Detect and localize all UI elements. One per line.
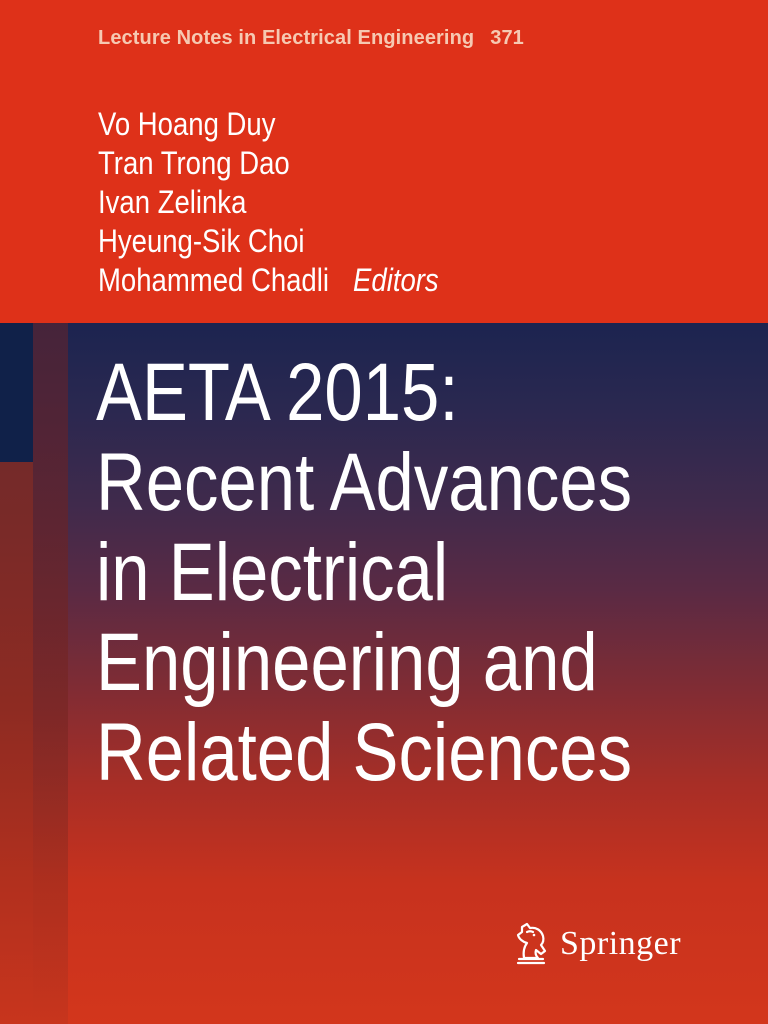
title-line: AETA 2015: xyxy=(96,347,459,438)
series-number: 371 xyxy=(490,27,524,49)
editor-last-line xyxy=(98,261,439,300)
editor-name: Tran Trong Dao xyxy=(98,145,290,181)
left-decor-overlay xyxy=(33,323,68,1024)
editors-label: Editors xyxy=(353,262,439,298)
publisher-name: Springer xyxy=(560,925,682,962)
editor-name: Ivan Zelinka xyxy=(98,184,247,220)
springer-horse-icon xyxy=(510,921,552,967)
editor-name: Hyeung-Sik Choi xyxy=(98,223,305,259)
publisher-logo-block xyxy=(510,920,681,968)
navy-accent-block xyxy=(0,323,33,462)
title-line: in Electrical xyxy=(96,527,449,618)
title-line: Engineering and xyxy=(96,617,598,708)
top-band xyxy=(0,0,768,323)
series-line xyxy=(98,27,524,50)
title-line: Related Sciences xyxy=(96,707,633,798)
editor-name: Mohammed Chadli xyxy=(98,262,329,298)
editors-list xyxy=(98,105,439,300)
editor-name: Vo Hoang Duy xyxy=(98,106,276,142)
book-title xyxy=(96,348,632,798)
title-line: Recent Advances xyxy=(96,437,633,528)
series-name: Lecture Notes in Electrical Engineering xyxy=(98,27,475,49)
